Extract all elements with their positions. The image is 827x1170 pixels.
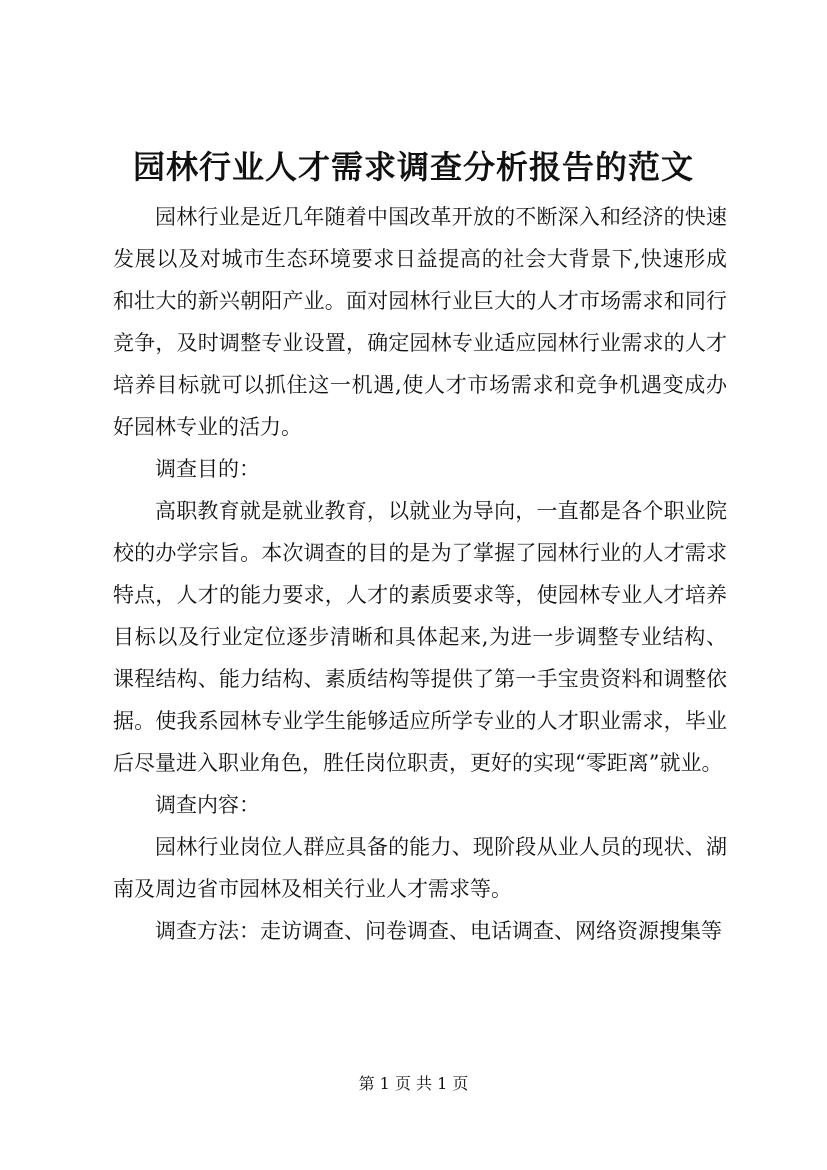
heading-survey-content: 调查内容： [155, 793, 260, 817]
document-body [113, 196, 727, 952]
document-title: 园林行业人才需求调查分析报告的范文 [132, 148, 694, 186]
paragraph-survey-method: 调查方法：走访调查、问卷调查、电话调查、网络资源搜集等 [155, 919, 722, 943]
heading-survey-purpose: 调查目的： [155, 457, 260, 481]
paragraph-survey-purpose: 高职教育就是就业教育，以就业为导向，一直都是各个职业院校的办学宗旨。本次调查的目的是为了掌握了园林行业的人才需求特点，人才的能力要求，人才的素质要求等，使园林专业人才培养目标以及行业定位逐步清晰和具体起来,为进一步调整专业结构、课程结构、能力结构、素质结构等提供了第一手宝贵资料和调整依据。使我系园林专业学生能够适应所学专业的人才职业需求，毕业后尽量进入职业角色，胜任岗位职责，更好的实现“零距离”就业。 [113, 499, 727, 775]
page-footer: 第 1 页 共 1 页 [358, 1074, 469, 1093]
paragraph-survey-content: 园林行业岗位人群应具备的能力、现阶段从业人员的现状、湖南及周边省市园林及相关行业人才需求等。 [113, 835, 727, 901]
paragraph-intro: 园林行业是近几年随着中国改革开放的不断深入和经济的快速发展以及对城市生态环境要求日益提高的社会大背景下,快速形成和壮大的新兴朝阳产业。面对园林行业巨大的人才市场需求和同行竞争，及时调整专业设置，确定园林专业适应园林行业需求的人才培养目标就可以抓住这一机遇,使人才市场需求和竞争机遇变成办好园林专业的活力。 [113, 205, 727, 439]
